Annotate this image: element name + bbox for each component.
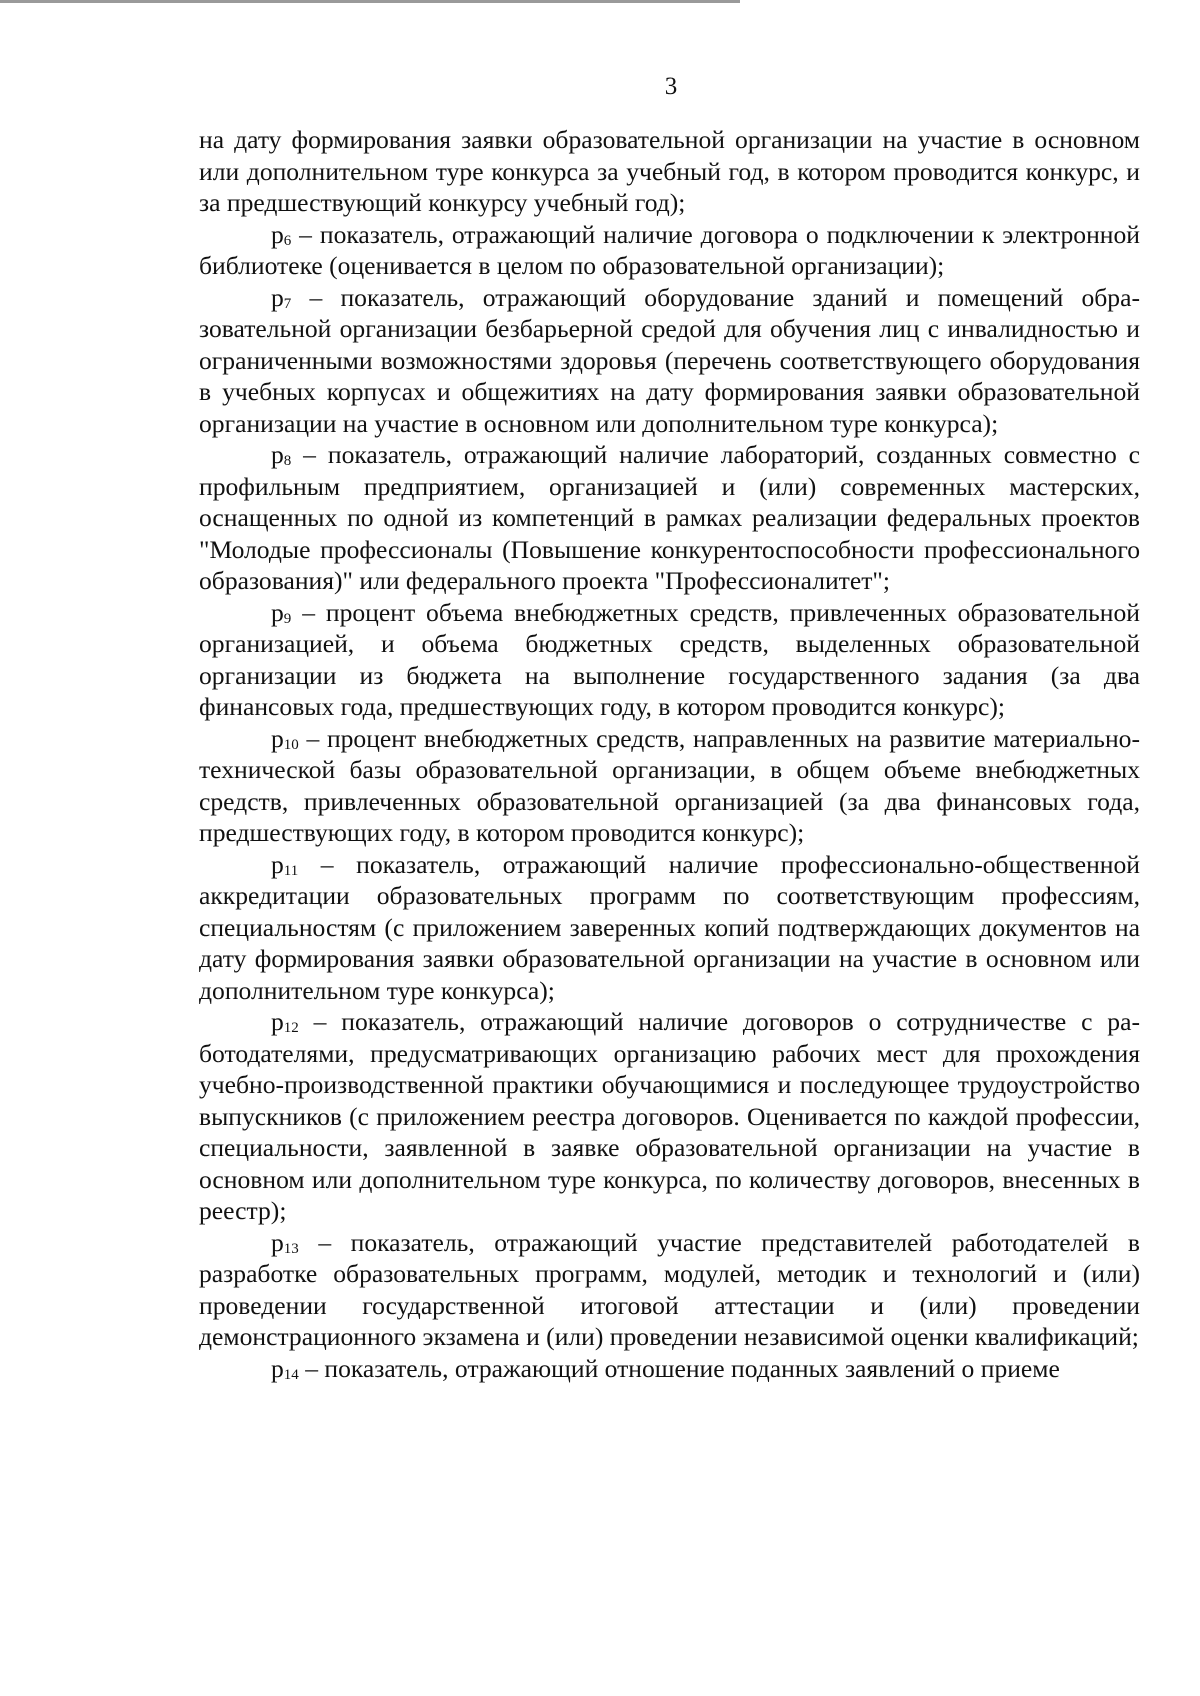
paragraph-p11 bbox=[199, 849, 1140, 1007]
paragraph-p14 bbox=[199, 1353, 1140, 1385]
indicator-symbol: $p_{12}$ bbox=[271, 1007, 299, 1036]
paragraph-text: – процент объема внебюджетных средств, привлеченных образовательной организацией, и объема бюджетных средств, выделенных образовательной организации из бюджета на выполнение государственного задания (за два финансовых года, предшествующих году, в котором проводится конкурс); bbox=[199, 597, 1140, 721]
indicator-symbol: $p_{13}$ bbox=[271, 1227, 299, 1257]
indicator-subscript: 11 bbox=[283, 862, 299, 879]
document-body bbox=[199, 124, 1140, 1384]
paragraph-p12 bbox=[199, 1006, 1140, 1227]
indicator-symbol: $p_{14}$ bbox=[271, 1353, 299, 1383]
paragraph-text: – процент внебюджетных средств, направленных на развитие материально-технической базы образовательной организации, в общем объеме внебюджетных средств, привлеченных образовательной организацией (за два финансовых года, предшествующих году, в котором проводится конкурс); bbox=[199, 723, 1140, 847]
indicator-symbol: $p_7$ bbox=[271, 282, 292, 312]
paragraph-p8 bbox=[199, 439, 1140, 597]
indicator-symbol: $p_8$ bbox=[271, 440, 292, 469]
paragraph-p9 bbox=[199, 597, 1140, 723]
indicator-symbol: $p_{10}$ bbox=[271, 723, 299, 753]
indicator-subscript: 6 bbox=[283, 232, 292, 249]
indicator-subscript: 12 bbox=[283, 1020, 299, 1036]
paragraph-p10 bbox=[199, 723, 1140, 849]
paragraph-text: – показатель, отражающий оборудование зданий и помещений образовательной организации безбарьерной средой для обучения лиц с инвалидностью и ограниченными возможностями здоровья (перечень соответствующего оборудования в учебных корпусах и общежитиях на дату формирования заявки образовательной организации на участие в основном или дополнительном туре конкурса); bbox=[199, 282, 1140, 438]
indicator-subscript: 13 bbox=[283, 1240, 299, 1257]
paragraph-text: – показатель, отражающий наличие договоров о сотрудничестве с работодателями, предусматривающих организацию рабочих мест для прохождения учебно-производственной практики обучающимися и последующее трудоустройство выпускников (с приложением реестра договоров. Оценивается по каждой профессии, специальности, заявленной в заявке образовательной организации на участие в основном или дополнительном туре конкурса, по количеству договоров, внесенных в реестр); bbox=[199, 1007, 1140, 1225]
paragraph-p6 bbox=[199, 219, 1140, 282]
paragraph-p13 bbox=[199, 1227, 1140, 1353]
indicator-subscript: 10 bbox=[283, 736, 299, 753]
scan-top-edge bbox=[0, 0, 740, 3]
paragraph-text: на дату формирования заявки образовательной организации на участие в основном или дополнительном туре конкурса за учебный год, в котором проводится конкурс, и за предшествующий конкурсу учебный год); bbox=[199, 125, 1140, 217]
indicator-subscript: 14 bbox=[283, 1366, 299, 1383]
indicator-subscript: 8 bbox=[283, 453, 292, 469]
page-number: 3 bbox=[664, 73, 678, 100]
paragraph-text: – показатель, отражающий наличие профессионально-общественной аккредитации образовательных программ по соответствующим профессиям, специальностям (с приложением заверенных копий подтверждающих документов на дату формирования заявки образовательной организации на участие в основном или дополнительном туре конкурса); bbox=[199, 849, 1140, 1005]
indicator-symbol: $p_9$ bbox=[271, 597, 292, 627]
paragraph-text: – показатель, отражающий наличие лабораторий, созданных совместно с профильным предприятием, организацией и (или) современных мастерских, оснащенных по одной из компетенций в рамках реализации федеральных проектов "Молодые профессионалы (Повышение конкурентоспособности профессионального образования)" или федерального проекта "Профессионалитет"; bbox=[199, 440, 1140, 595]
paragraph-text: – показатель, отражающий наличие договора о подключении к электронной библиотеке (оценивается в целом по образовательной организации); bbox=[199, 219, 1140, 280]
paragraph-p7 bbox=[199, 282, 1140, 440]
indicator-symbol: $p_{11}$ bbox=[271, 849, 299, 879]
paragraph-text: – показатель, отражающий участие представителей работодателей в разработке образовательных программ, модулей, методик и технологий и (или) проведении государственной итоговой аттестации и (или) проведении демонстрационного экзамена и (или) проведении независимой оценки квалификаций; bbox=[199, 1227, 1140, 1351]
paragraph-continuation bbox=[199, 124, 1140, 219]
indicator-subscript: 7 bbox=[283, 295, 292, 312]
paragraph-text: – показатель, отражающий отношение поданных заявлений о приеме bbox=[298, 1353, 1060, 1383]
indicator-subscript: 9 bbox=[283, 610, 292, 627]
indicator-symbol: $p_6$ bbox=[271, 219, 292, 249]
